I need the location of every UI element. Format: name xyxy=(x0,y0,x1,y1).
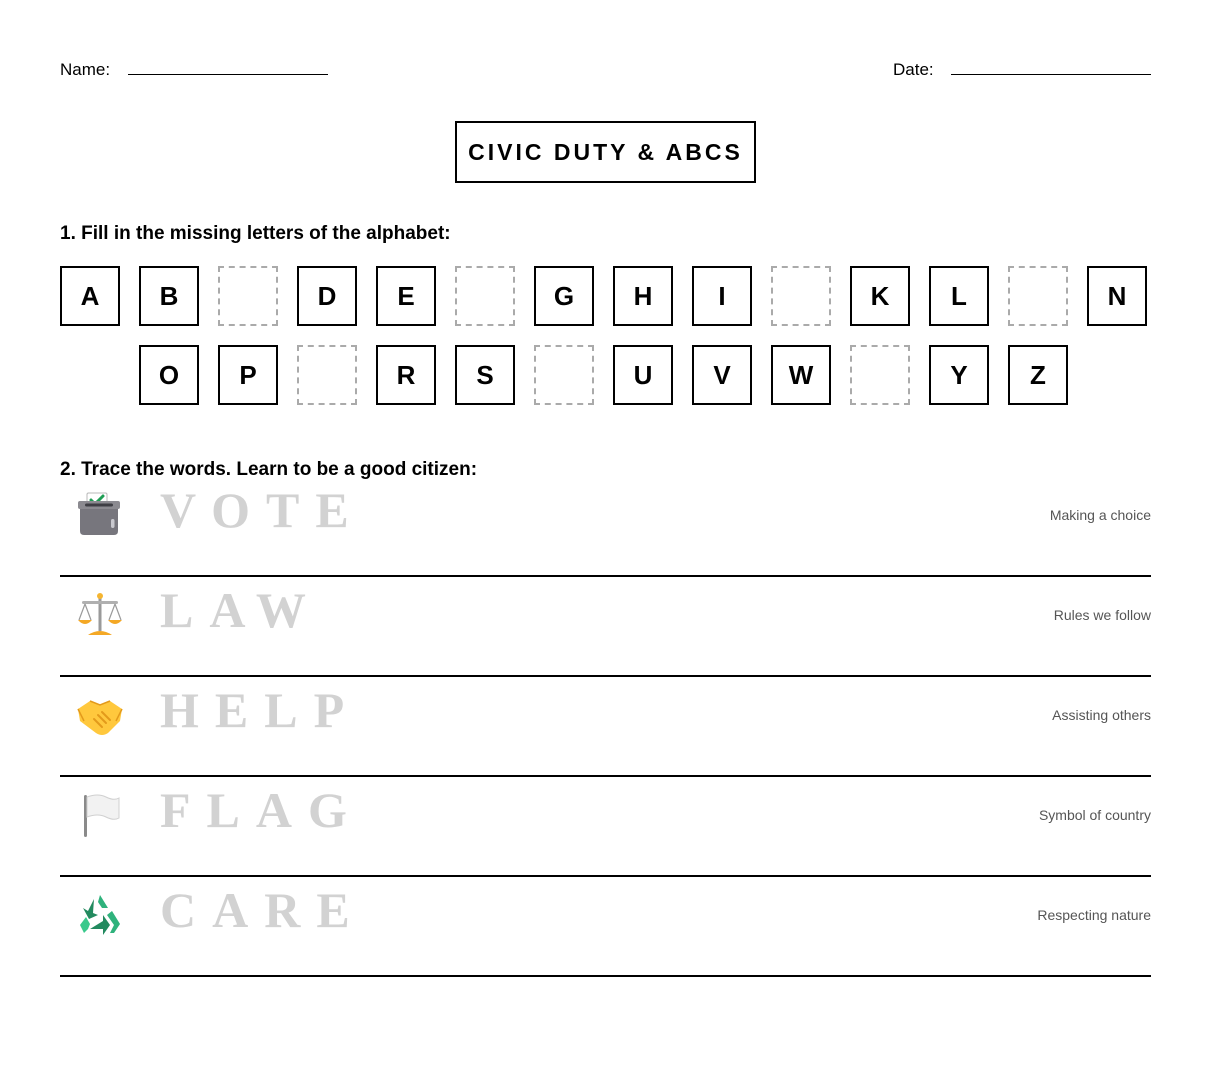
blank-letter-box[interactable] xyxy=(771,266,831,326)
letter-box: Y xyxy=(929,345,989,405)
letter-box: I xyxy=(692,266,752,326)
date-field xyxy=(893,60,934,80)
blank-letter-box[interactable] xyxy=(534,345,594,405)
handshake-icon xyxy=(76,691,124,739)
trace-word: HELP xyxy=(160,682,361,738)
trace-hint: Rules we follow xyxy=(1053,607,1151,623)
letter-box: P xyxy=(218,345,278,405)
trace-row-flag xyxy=(60,777,1151,877)
worksheet-title: CIVIC DUTY & ABCS xyxy=(455,121,756,183)
trace-hint: Assisting others xyxy=(1052,707,1151,723)
letter-box: W xyxy=(771,345,831,405)
section2-heading: 2. Trace the words. Learn to be a good citizen: xyxy=(60,459,478,480)
name-field xyxy=(60,60,110,80)
trace-row-help xyxy=(60,677,1151,777)
recycle-icon xyxy=(76,891,124,939)
letter-box: E xyxy=(376,266,436,326)
name-line[interactable] xyxy=(128,74,328,75)
blank-letter-box[interactable] xyxy=(1008,266,1068,326)
letter-box: Z xyxy=(1008,345,1068,405)
blank-letter-box[interactable] xyxy=(297,345,357,405)
letter-box: V xyxy=(692,345,752,405)
ballot-box-icon xyxy=(76,491,124,539)
name-label: Name: xyxy=(60,60,111,79)
letter-box: O xyxy=(139,345,199,405)
letter-box: K xyxy=(850,266,910,326)
trace-row-vote xyxy=(60,477,1151,577)
letter-box: H xyxy=(613,266,673,326)
trace-hint: Making a choice xyxy=(1049,507,1151,523)
blank-letter-box[interactable] xyxy=(455,266,515,326)
letter-box: S xyxy=(455,345,515,405)
white-flag-icon xyxy=(76,791,124,839)
trace-word: VOTE xyxy=(160,482,365,538)
trace-word: LAW xyxy=(160,582,322,638)
trace-row-care xyxy=(60,877,1151,977)
date-line[interactable] xyxy=(951,74,1151,75)
date-label: Date: xyxy=(893,60,934,79)
letter-box: A xyxy=(60,266,120,326)
letter-box: G xyxy=(534,266,594,326)
trace-row-law xyxy=(60,577,1151,677)
trace-hint: Symbol of country xyxy=(1038,807,1151,823)
letter-box: L xyxy=(929,266,989,326)
trace-hint: Respecting nature xyxy=(1037,907,1151,923)
letter-box: D xyxy=(297,266,357,326)
letter-box: R xyxy=(376,345,436,405)
letter-box: B xyxy=(139,266,199,326)
balance-scale-icon xyxy=(76,591,124,639)
letter-box: N xyxy=(1087,266,1147,326)
blank-letter-box[interactable] xyxy=(850,345,910,405)
trace-word: CARE xyxy=(160,882,366,938)
section1-heading: 1. Fill in the missing letters of the alphabet: xyxy=(60,223,451,244)
letter-box: U xyxy=(613,345,673,405)
trace-word: FLAG xyxy=(160,782,363,838)
blank-letter-box[interactable] xyxy=(218,266,278,326)
